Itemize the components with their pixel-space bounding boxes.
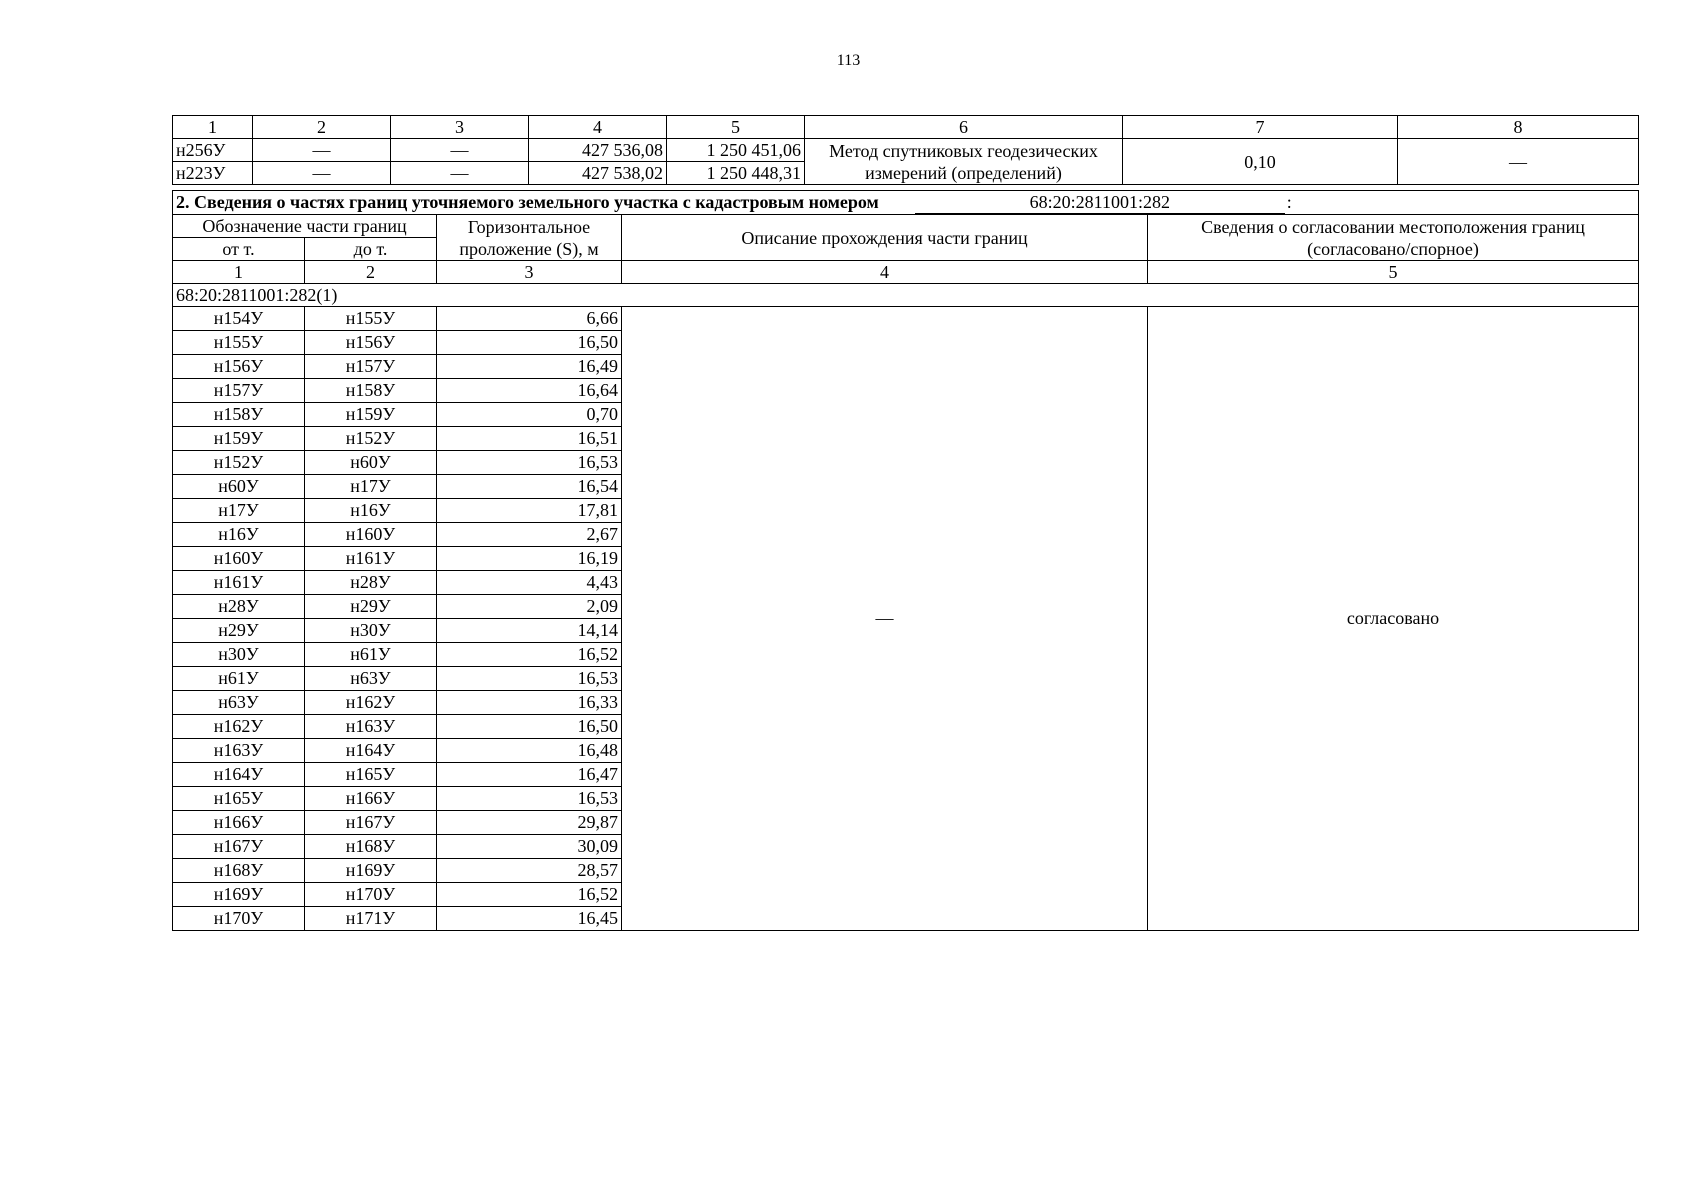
horizontal-distance: 16,52 xyxy=(437,883,622,907)
cell-dash: — xyxy=(1398,139,1639,185)
from-point: н164У xyxy=(173,763,305,787)
horizontal-distance: 16,19 xyxy=(437,547,622,571)
horizontal-distance: 16,64 xyxy=(437,379,622,403)
from-point: н167У xyxy=(173,835,305,859)
header-row xyxy=(173,215,1639,238)
column-number: 1 xyxy=(173,261,305,284)
to-header: до т. xyxy=(305,238,437,261)
coordinates-header-row xyxy=(173,116,1639,139)
horizontal-distance: 16,33 xyxy=(437,691,622,715)
colon: : xyxy=(1286,192,1292,212)
to-point: н164У xyxy=(305,739,437,763)
description-value: — xyxy=(622,307,1148,931)
cell-dash: — xyxy=(391,139,529,162)
horizontal-distance: 16,50 xyxy=(437,331,622,355)
to-point: н166У xyxy=(305,787,437,811)
from-header: от т. xyxy=(173,238,305,261)
from-point: н16У xyxy=(173,523,305,547)
column-number: 5 xyxy=(1148,261,1639,284)
to-point: н28У xyxy=(305,571,437,595)
to-point: н61У xyxy=(305,643,437,667)
from-point: н159У xyxy=(173,427,305,451)
section-title: 2. Сведения о частях границ уточняемого земельного участка с кадастровым номером xyxy=(176,192,879,212)
coord-y: 1 250 451,06 xyxy=(667,139,805,162)
horizontal-distance: 30,09 xyxy=(437,835,622,859)
to-point: н162У xyxy=(305,691,437,715)
cadastral-number: 68:20:2811001:282 xyxy=(915,191,1285,214)
agreement-header: Сведения о согласовании местоположения границ (согласовано/спорное) xyxy=(1148,215,1639,261)
to-point: н171У xyxy=(305,907,437,931)
to-point: н167У xyxy=(305,811,437,835)
from-point: н61У xyxy=(173,667,305,691)
coordinates-table xyxy=(172,115,1639,185)
to-point: н163У xyxy=(305,715,437,739)
horizontal-distance: 16,53 xyxy=(437,451,622,475)
from-point: н152У xyxy=(173,451,305,475)
from-point: н160У xyxy=(173,547,305,571)
horizontal-distance: 2,09 xyxy=(437,595,622,619)
from-point: н155У xyxy=(173,331,305,355)
to-point: н159У xyxy=(305,403,437,427)
part-label-row xyxy=(173,284,1639,307)
from-point: н170У xyxy=(173,907,305,931)
column-number: 3 xyxy=(437,261,622,284)
column-number: 5 xyxy=(667,116,805,139)
horizontal-distance: 16,53 xyxy=(437,787,622,811)
coord-x: 427 536,08 xyxy=(529,139,667,162)
boundary-parts-table xyxy=(172,190,1639,931)
method-cell: Метод спутниковых геодезических измерений (определений) xyxy=(805,139,1123,185)
column-number: 6 xyxy=(805,116,1123,139)
horizontal-distance: 17,81 xyxy=(437,499,622,523)
horizontal-distance: 16,54 xyxy=(437,475,622,499)
column-number: 3 xyxy=(391,116,529,139)
horizontal-distance: 28,57 xyxy=(437,859,622,883)
column-number: 2 xyxy=(253,116,391,139)
page-number: 113 xyxy=(836,52,861,69)
from-point: н28У xyxy=(173,595,305,619)
from-point: н30У xyxy=(173,643,305,667)
column-number: 2 xyxy=(305,261,437,284)
column-numbers-row xyxy=(173,261,1639,284)
to-point: н29У xyxy=(305,595,437,619)
to-point: н152У xyxy=(305,427,437,451)
horizontal-distance: 2,67 xyxy=(437,523,622,547)
to-point: н169У xyxy=(305,859,437,883)
from-point: н157У xyxy=(173,379,305,403)
column-number: 1 xyxy=(173,116,253,139)
horizontal-distance: 29,87 xyxy=(437,811,622,835)
from-point: н29У xyxy=(173,619,305,643)
horizontal-distance: 16,51 xyxy=(437,427,622,451)
from-point: н156У xyxy=(173,355,305,379)
accuracy-cell: 0,10 xyxy=(1123,139,1398,185)
from-point: н63У xyxy=(173,691,305,715)
horizontal-distance: 16,50 xyxy=(437,715,622,739)
column-number: 7 xyxy=(1123,116,1398,139)
horizontal-header: Горизонтальное проложение (S), м xyxy=(437,215,622,261)
cell-dash: — xyxy=(391,162,529,185)
from-point: н165У xyxy=(173,787,305,811)
to-point: н155У xyxy=(305,307,437,331)
horizontal-distance: 0,70 xyxy=(437,403,622,427)
horizontal-distance: 16,48 xyxy=(437,739,622,763)
column-number: 4 xyxy=(622,261,1148,284)
from-point: н162У xyxy=(173,715,305,739)
from-point: н163У xyxy=(173,739,305,763)
to-point: н165У xyxy=(305,763,437,787)
to-point: н158У xyxy=(305,379,437,403)
from-point: н154У xyxy=(173,307,305,331)
table-row xyxy=(173,139,1639,162)
from-point: н60У xyxy=(173,475,305,499)
point-name: н256У xyxy=(173,139,253,162)
to-point: н160У xyxy=(305,523,437,547)
horizontal-distance: 16,45 xyxy=(437,907,622,931)
to-point: н161У xyxy=(305,547,437,571)
to-point: н156У xyxy=(305,331,437,355)
horizontal-distance: 16,52 xyxy=(437,643,622,667)
to-point: н17У xyxy=(305,475,437,499)
section-title-row xyxy=(173,191,1639,215)
to-point: н16У xyxy=(305,499,437,523)
horizontal-distance: 16,53 xyxy=(437,667,622,691)
cell-dash: — xyxy=(253,162,391,185)
agreement-value: согласовано xyxy=(1148,307,1639,931)
to-point: н30У xyxy=(305,619,437,643)
table-row xyxy=(173,307,1639,331)
section-title-cell xyxy=(173,191,1639,215)
from-point: н168У xyxy=(173,859,305,883)
description-header: Описание прохождения части границ xyxy=(622,215,1148,261)
designation-header: Обозначение части границ xyxy=(173,215,437,238)
to-point: н157У xyxy=(305,355,437,379)
from-point: н169У xyxy=(173,883,305,907)
from-point: н166У xyxy=(173,811,305,835)
horizontal-distance: 16,47 xyxy=(437,763,622,787)
from-point: н17У xyxy=(173,499,305,523)
horizontal-distance: 16,49 xyxy=(437,355,622,379)
coord-x: 427 538,02 xyxy=(529,162,667,185)
from-point: н161У xyxy=(173,571,305,595)
to-point: н170У xyxy=(305,883,437,907)
point-name: н223У xyxy=(173,162,253,185)
horizontal-distance: 14,14 xyxy=(437,619,622,643)
to-point: н60У xyxy=(305,451,437,475)
column-number: 4 xyxy=(529,116,667,139)
cell-dash: — xyxy=(253,139,391,162)
column-number: 8 xyxy=(1398,116,1639,139)
to-point: н63У xyxy=(305,667,437,691)
horizontal-distance: 4,43 xyxy=(437,571,622,595)
coord-y: 1 250 448,31 xyxy=(667,162,805,185)
to-point: н168У xyxy=(305,835,437,859)
from-point: н158У xyxy=(173,403,305,427)
horizontal-distance: 6,66 xyxy=(437,307,622,331)
part-label: 68:20:2811001:282(1) xyxy=(173,284,1639,307)
